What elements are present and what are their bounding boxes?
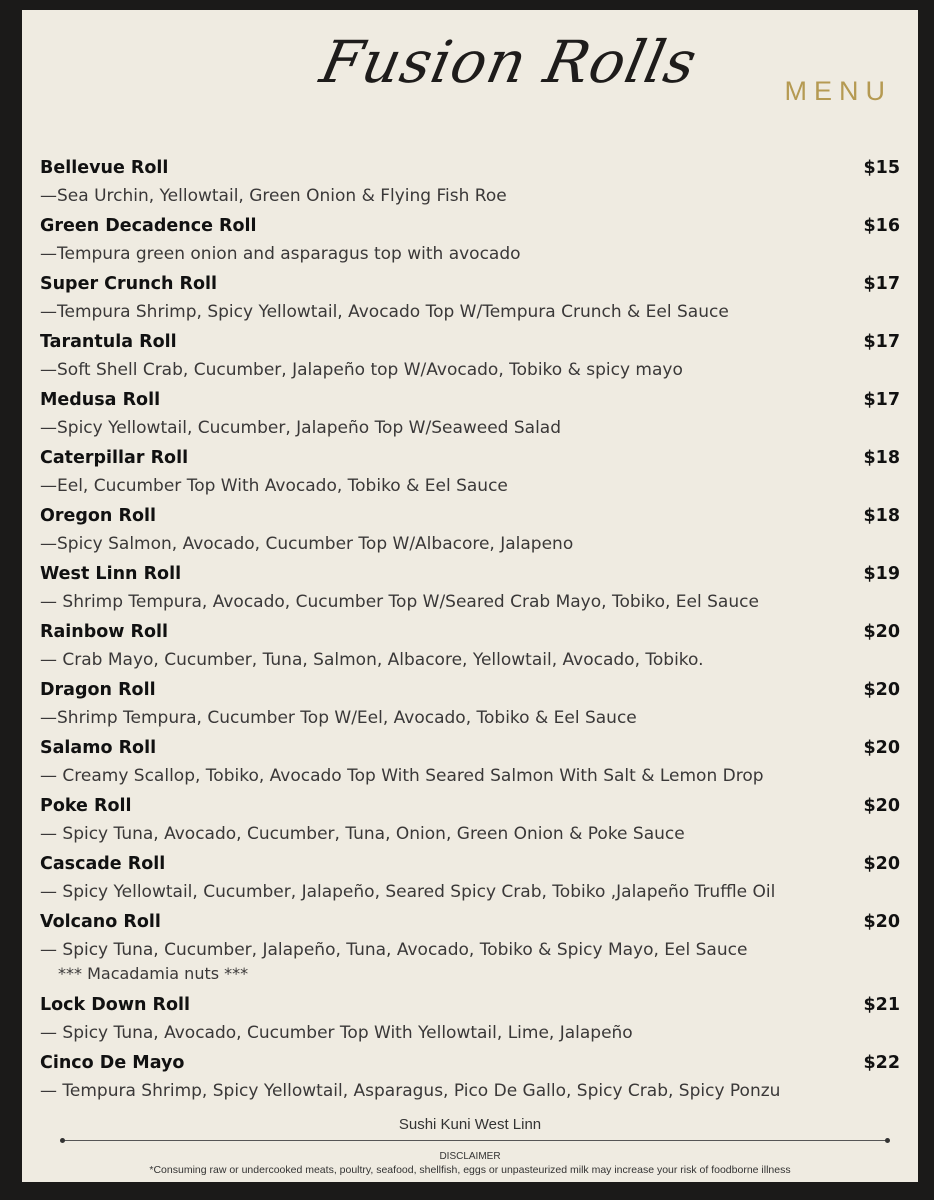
menu-item xyxy=(40,736,900,794)
menu-item-name: Volcano Roll xyxy=(40,912,161,932)
menu-item-note: *** Macadamia nuts *** xyxy=(58,964,249,983)
menu-item-price: $18 xyxy=(863,506,900,526)
menu-item xyxy=(40,214,900,272)
menu-item-name: Cascade Roll xyxy=(40,854,166,874)
menu-item-description: — Spicy Tuna, Avocado, Cucumber Top With Yellowtail, Lime, Jalapeño xyxy=(40,1023,633,1043)
menu-item xyxy=(40,620,900,678)
menu-item-name: Caterpillar Roll xyxy=(40,448,189,468)
menu-item-description: — Spicy Tuna, Avocado, Cucumber, Tuna, Onion, Green Onion & Poke Sauce xyxy=(40,824,685,844)
menu-item xyxy=(40,910,900,993)
menu-item-description: —Soft Shell Crab, Cucumber, Jalapeño top W/Avocado, Tobiko & spicy mayo xyxy=(40,360,683,380)
menu-item xyxy=(40,852,900,910)
menu-item-name: Tarantula Roll xyxy=(40,332,177,352)
menu-item-name: Cinco De Mayo xyxy=(40,1053,185,1073)
menu-item-price: $20 xyxy=(863,796,900,816)
menu-item-name: West Linn Roll xyxy=(40,564,182,584)
menu-item-description: —Spicy Salmon, Avocado, Cucumber Top W/Albacore, Jalapeno xyxy=(40,534,574,554)
disclaimer-title: DISCLAIMER xyxy=(439,1151,501,1162)
menu-item-price: $17 xyxy=(863,390,900,410)
menu-item-description: — Spicy Yellowtail, Cucumber, Jalapeño, Seared Spicy Crab, Tobiko ,Jalapeño Truffle Oil xyxy=(40,882,776,902)
menu-item xyxy=(40,330,900,388)
menu-item-description: —Tempura green onion and asparagus top with avocado xyxy=(40,244,521,264)
menu-item-price: $20 xyxy=(863,912,900,932)
menu-item xyxy=(40,1051,900,1109)
footer-divider xyxy=(62,1140,888,1141)
disclaimer-text: *Consuming raw or undercooked meats, poultry, seafood, shellfish, eggs or unpasteurized milk may increase your risk of foodborne illness xyxy=(149,1164,791,1176)
menu-label: MENU xyxy=(784,76,892,106)
menu-item-price: $21 xyxy=(863,995,900,1015)
menu-item-description: — Creamy Scallop, Tobiko, Avocado Top With Seared Salmon With Salt & Lemon Drop xyxy=(40,766,764,786)
menu-item-description: —Eel, Cucumber Top With Avocado, Tobiko & Eel Sauce xyxy=(40,476,508,496)
menu-item-price: $19 xyxy=(863,564,900,584)
menu-item-price: $20 xyxy=(863,622,900,642)
menu-item xyxy=(40,446,900,504)
menu-item-price: $15 xyxy=(863,158,900,178)
menu-item-price: $17 xyxy=(863,274,900,294)
menu-item-name: Poke Roll xyxy=(40,796,132,816)
menu-item-name: Green Decadence Roll xyxy=(40,216,257,236)
menu-item xyxy=(40,678,900,736)
menu-item-price: $20 xyxy=(863,854,900,874)
menu-page xyxy=(22,10,918,1182)
menu-item-price: $17 xyxy=(863,332,900,352)
menu-item-price: $22 xyxy=(863,1053,900,1073)
menu-item-name: Dragon Roll xyxy=(40,680,156,700)
menu-item xyxy=(40,504,900,562)
menu-item-name: Lock Down Roll xyxy=(40,995,191,1015)
menu-item-description: — Crab Mayo, Cucumber, Tuna, Salmon, Albacore, Yellowtail, Avocado, Tobiko. xyxy=(40,650,704,670)
menu-item-description: —Shrimp Tempura, Cucumber Top W/Eel, Avocado, Tobiko & Eel Sauce xyxy=(40,708,637,728)
menu-item-description: —Sea Urchin, Yellowtail, Green Onion & Flying Fish Roe xyxy=(40,186,507,206)
menu-title: Fusion Rolls xyxy=(314,28,704,96)
menu-item xyxy=(40,562,900,620)
menu-item xyxy=(40,993,900,1051)
menu-item-description: — Spicy Tuna, Cucumber, Jalapeño, Tuna, Avocado, Tobiko & Spicy Mayo, Eel Sauce xyxy=(40,940,748,960)
menu-item-name: Medusa Roll xyxy=(40,390,161,410)
menu-item-list xyxy=(40,156,900,1109)
restaurant-name: Sushi Kuni West Linn xyxy=(398,1116,542,1133)
menu-item-description: —Tempura Shrimp, Spicy Yellowtail, Avocado Top W/Tempura Crunch & Eel Sauce xyxy=(40,302,729,322)
menu-item-description: — Shrimp Tempura, Avocado, Cucumber Top W/Seared Crab Mayo, Tobiko, Eel Sauce xyxy=(40,592,759,612)
menu-item-description: — Tempura Shrimp, Spicy Yellowtail, Asparagus, Pico De Gallo, Spicy Crab, Spicy Ponzu xyxy=(40,1081,781,1101)
menu-item-price: $20 xyxy=(863,738,900,758)
menu-item-price: $18 xyxy=(863,448,900,468)
menu-item xyxy=(40,272,900,330)
menu-item-description: —Spicy Yellowtail, Cucumber, Jalapeño Top W/Seaweed Salad xyxy=(40,418,562,438)
menu-item-price: $16 xyxy=(863,216,900,236)
menu-item xyxy=(40,388,900,446)
menu-item-name: Salamo Roll xyxy=(40,738,157,758)
menu-item-name: Rainbow Roll xyxy=(40,622,169,642)
menu-item xyxy=(40,156,900,214)
menu-item xyxy=(40,794,900,852)
menu-item-name: Oregon Roll xyxy=(40,506,156,526)
menu-item-name: Bellevue Roll xyxy=(40,158,169,178)
menu-item-price: $20 xyxy=(863,680,900,700)
menu-item-name: Super Crunch Roll xyxy=(40,274,217,294)
